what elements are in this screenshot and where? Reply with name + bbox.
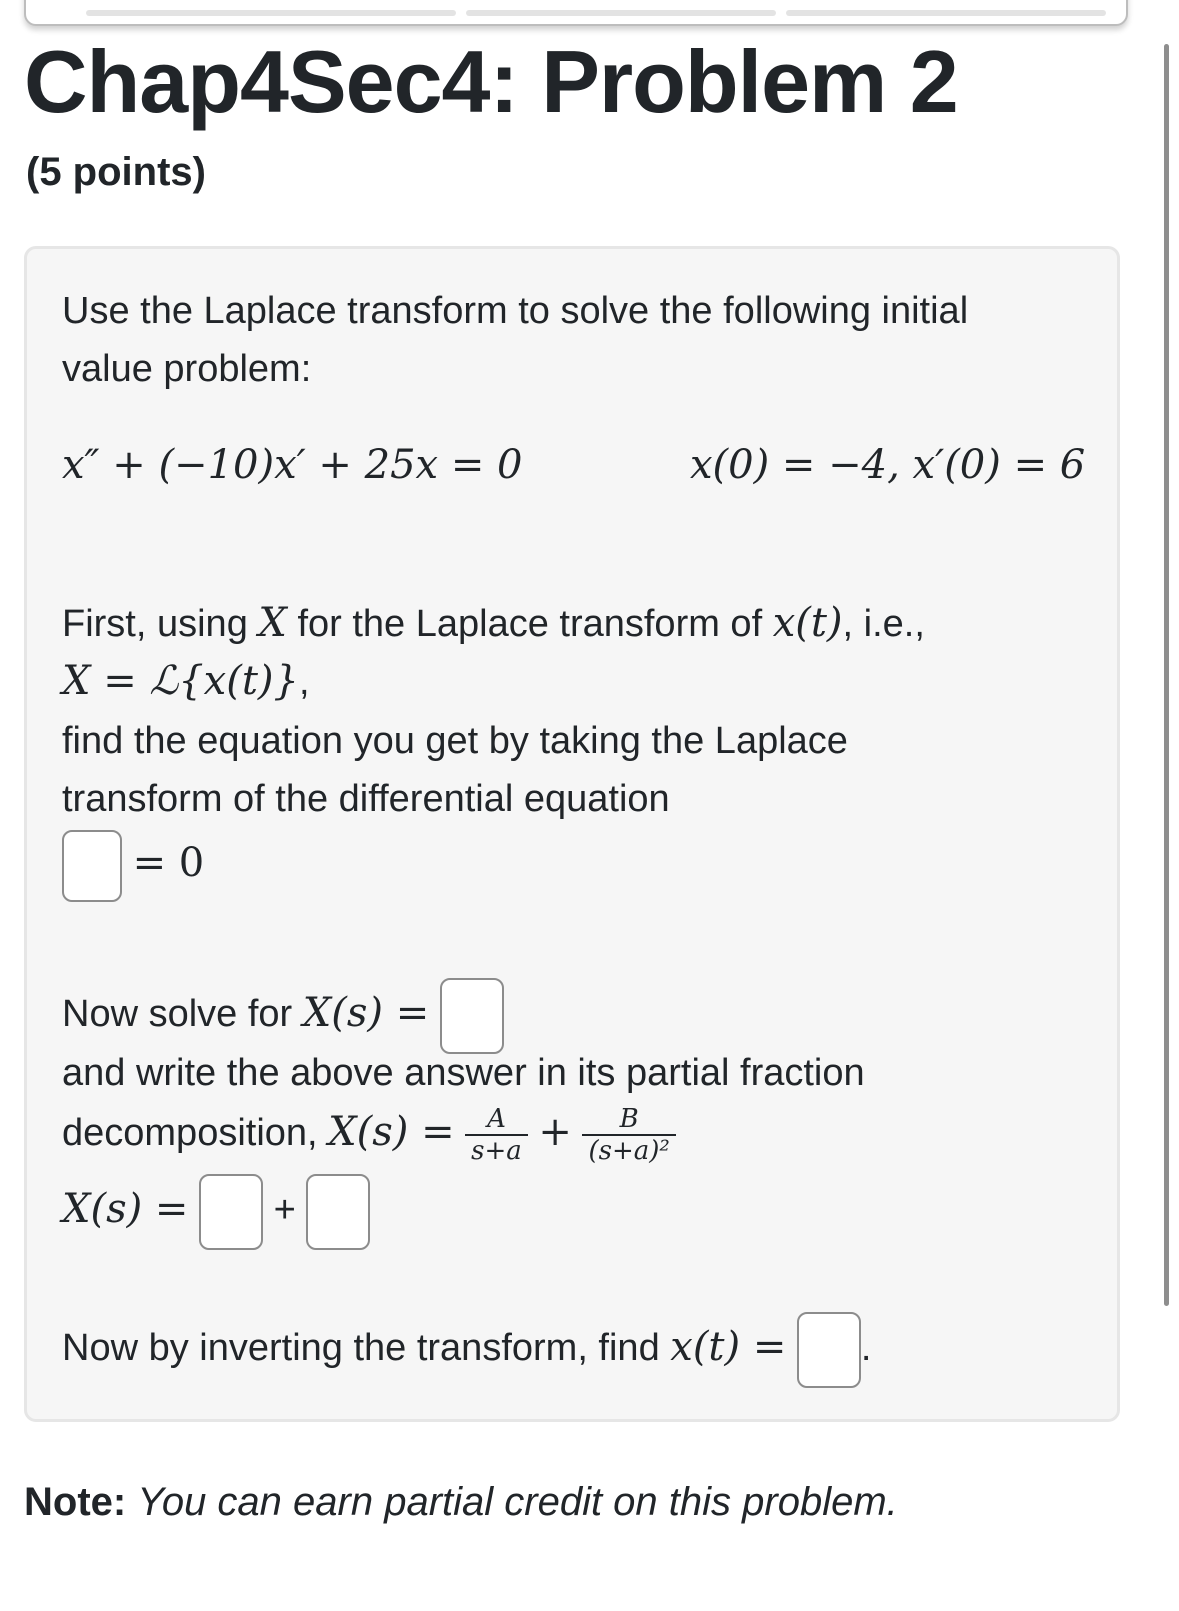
first-text-c: , i.e., xyxy=(842,603,925,645)
fraction-A-denominator: s+a xyxy=(471,1136,522,1166)
transformed-equation-row xyxy=(62,830,204,902)
solve-math: X(s) = xyxy=(302,990,430,1037)
note-text: You can earn partial credit on this problem. xyxy=(137,1480,898,1524)
find-line-1: find the equation you get by taking the Laplace xyxy=(62,720,848,762)
invert-row xyxy=(62,1312,871,1388)
first-text-b: for the Laplace transform of xyxy=(297,603,763,645)
scrollbar[interactable] xyxy=(1164,44,1169,1306)
toolbar-segment xyxy=(786,10,1106,16)
invert-text: Now by inverting the transform, find xyxy=(62,1327,660,1370)
solve-text: Now solve for xyxy=(62,993,293,1036)
partial-fraction-row xyxy=(62,1174,370,1250)
intro-line-2: value problem: xyxy=(62,348,312,390)
first-text-a: First, using xyxy=(62,603,248,645)
x-of-t-input[interactable] xyxy=(797,1312,861,1388)
xs-math: X(s) = xyxy=(62,1186,189,1233)
decomposition-math: X(s) = xyxy=(328,1109,455,1156)
find-line-2: transform of the differential equation xyxy=(62,778,670,820)
first-X: X xyxy=(258,600,287,646)
page-title: Chap4Sec4: Problem 2 xyxy=(24,32,958,131)
fraction-A xyxy=(465,1104,528,1166)
note-label: Note: xyxy=(24,1480,127,1524)
invert-period: . xyxy=(860,1327,872,1370)
fraction-B xyxy=(582,1104,675,1166)
decomposition-text: decomposition, xyxy=(62,1112,318,1155)
intro-line-1: Use the Laplace transform to solve the following initial xyxy=(62,290,969,332)
X-of-s-input[interactable] xyxy=(440,978,504,1054)
toolbar-segment xyxy=(466,10,776,16)
note xyxy=(24,1478,898,1526)
equals-zero: = 0 xyxy=(132,840,205,887)
transformed-equation-input[interactable] xyxy=(62,830,122,902)
definition-comma: , xyxy=(298,661,310,703)
partial-fraction-input-1[interactable] xyxy=(199,1174,263,1250)
partial-fraction-input-2[interactable] xyxy=(306,1174,370,1250)
fraction-B-denominator: (s+a)² xyxy=(588,1136,670,1166)
solve-row xyxy=(62,978,504,1054)
toolbar-segment xyxy=(86,10,456,16)
points-label: (5 points) xyxy=(26,150,206,194)
top-toolbar xyxy=(24,0,1128,26)
definition-line xyxy=(62,656,310,707)
fraction-plus: + xyxy=(538,1109,572,1156)
decomposition-row xyxy=(62,1104,676,1166)
initial-conditions: x(0) = −4, x′(0) = 6 xyxy=(690,442,1086,488)
laplace-definition: X = ℒ{x(t)} xyxy=(62,658,299,704)
partial-fraction-plus: + xyxy=(273,1189,296,1232)
differential-equation: x″ + (−10)x′ + 25x = 0 xyxy=(62,442,523,488)
invert-math: x(t) = xyxy=(670,1324,787,1371)
fraction-A-numerator: A xyxy=(465,1104,528,1136)
write-line-1: and write the above answer in its partial fraction xyxy=(62,1052,865,1094)
first-line xyxy=(62,598,925,649)
first-xt: x(t) xyxy=(772,600,843,646)
fraction-B-numerator: B xyxy=(582,1104,675,1136)
